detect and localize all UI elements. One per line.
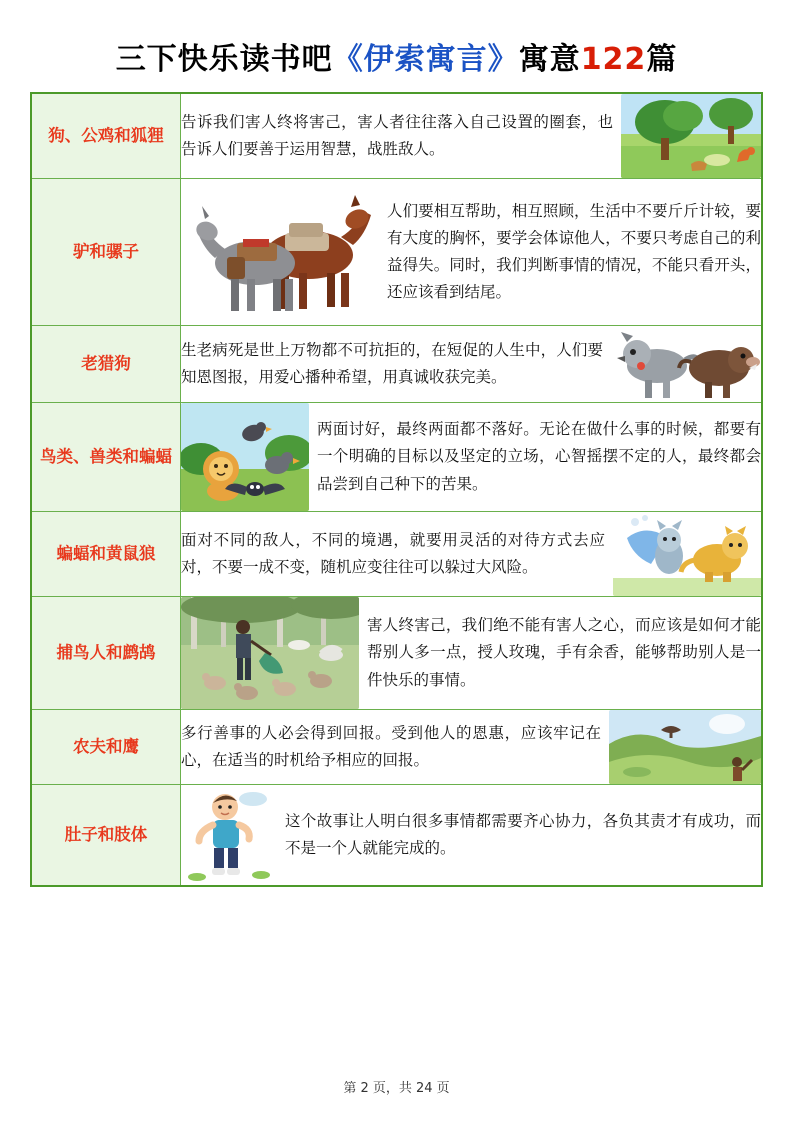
fowler-and-partridge-illustration	[181, 597, 359, 709]
fable-moral: 这个故事让人明白很多事情都需要齐心协力，各负其责才有成功，而不是一个人就能完成的。	[285, 811, 761, 857]
title-count: 122	[580, 42, 647, 77]
fable-body	[181, 179, 763, 326]
fable-moral: 多行善事的人必会得到回报。受到他人的恩惠，应该牢记在心，在适当的时机给予相应的回报。	[181, 723, 601, 769]
fable-name: 驴和骡子	[31, 179, 181, 326]
fable-name: 老猎狗	[31, 326, 181, 403]
fable-name: 肚子和肢体	[31, 785, 181, 887]
table-row	[31, 597, 762, 710]
fable-name: 捕鸟人和鹧鸪	[31, 597, 181, 710]
table-row	[31, 403, 762, 512]
fable-name: 鸟类、兽类和蝙蝠	[31, 403, 181, 512]
fable-name: 蝙蝠和黄鼠狼	[31, 512, 181, 597]
title-suffix: 寓意	[518, 42, 581, 77]
belly-and-limbs-illustration	[181, 785, 277, 885]
fable-moral: 两面讨好，最终两面都不落好。无论在做什么事的时候，都要有一个明确的目标以及坚定的立场，心智摇摆不定的人，最终都会品尝到自己种下的苦果。	[317, 420, 761, 493]
tree-and-fox-illustration	[621, 94, 761, 178]
fable-body	[181, 326, 763, 403]
title-book-name: 《伊索寓言》	[332, 42, 519, 77]
fable-body	[181, 785, 763, 887]
table-row	[31, 785, 762, 887]
fable-moral: 人们要相互帮助，相互照顾，生活中不要斤斤计较，要有大度的胸怀，要学会体谅他人，不要只考虑自己的利益得失。同时，我们判断事情的情况，不能只看开头，还应该看到结尾。	[387, 201, 761, 302]
fable-moral: 面对不同的敌人，不同的境遇，就要用灵活的对待方式去应对，不要一成不变，随机应变往往可以躲过大风险。	[181, 530, 605, 576]
table-row	[31, 93, 762, 179]
bat-and-weasel-illustration	[613, 512, 761, 596]
fable-body	[181, 710, 763, 785]
fable-body	[181, 93, 763, 179]
fable-body	[181, 512, 763, 597]
farmer-and-eagle-illustration	[609, 710, 761, 784]
page-title	[30, 34, 763, 78]
fable-name: 狗、公鸡和狐狸	[31, 93, 181, 179]
fable-body	[181, 597, 763, 710]
fables-table	[30, 92, 763, 887]
fable-moral: 害人终害己，我们绝不能有害人之心，而应该是如何才能帮别人多一点，授人玫瑰，手有余香，能够帮助别人是一件快乐的事情。	[367, 616, 761, 689]
fable-name: 农夫和鹰	[31, 710, 181, 785]
table-row	[31, 326, 762, 403]
table-row	[31, 512, 762, 597]
fable-moral: 告诉我们害人终将害己，害人者往往落入自己设置的圈套，也告诉人们要善于运用智慧，战胜敌人。	[181, 112, 613, 158]
title-unit: 篇	[646, 42, 678, 77]
title-prefix: 三下快乐读书吧	[115, 42, 333, 77]
fable-body	[181, 403, 763, 512]
fable-moral: 生老病死是世上万物都不可抗拒的，在短促的人生中，人们要知恩图报，用爱心播种希望，用真诚收获完美。	[181, 340, 603, 386]
birds-beasts-and-bat-illustration	[181, 403, 309, 511]
donkey-and-mule-illustration	[181, 179, 379, 325]
page-footer: 第 2 页，共 24 页	[343, 1081, 450, 1096]
table-row	[31, 710, 762, 785]
old-hound-and-boar-illustration	[611, 326, 761, 402]
table-row	[31, 179, 762, 326]
